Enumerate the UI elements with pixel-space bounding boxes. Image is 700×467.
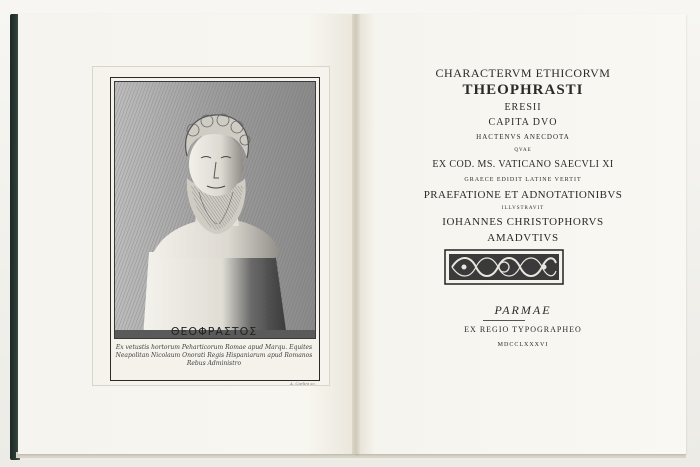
bust-engraving xyxy=(114,81,316,339)
title-author: THEOPHRASTI xyxy=(462,82,584,98)
printer-ornament xyxy=(444,249,564,285)
title-editor-last: AMADVTIVS xyxy=(487,232,559,244)
title-line-4: CAPITA DVO xyxy=(488,117,558,128)
title-line-1: CHARACTERVM ETHICORVM xyxy=(435,66,611,80)
imprint-rule xyxy=(483,320,525,321)
title-line-3: ERESII xyxy=(504,102,542,113)
imprint-year: MDCCLXXXVI xyxy=(497,342,549,348)
title-line-10: ILLVSTRAVIT xyxy=(501,206,545,211)
plate-caption: Ex vetustis hortorum Peharticorum Romae apud Marqu. Equites Neapolitan Nicolaum Onorati Regis Hispaniarum apud Romanos Rebus Administro xyxy=(115,344,313,367)
title-line-7: EX COD. MS. VATICANO SAECVLI XI xyxy=(432,159,614,170)
title-line-6: QVAE xyxy=(514,148,532,153)
engraver-signature: A. Carlini sc. xyxy=(289,381,316,386)
imprint-printer: EX REGIO TYPOGRAPHEO xyxy=(464,325,582,334)
book-gutter xyxy=(352,14,360,454)
title-line-5: HACTENVS ANECDOTA xyxy=(476,133,570,141)
title-line-8: GRAECE EDIDIT LATINE VERTIT xyxy=(464,177,582,183)
title-editor-first: IOHANNES CHRISTOPHORVS xyxy=(442,216,604,228)
title-line-9: PRAEFATIONE ET ADNOTATIONIBVS xyxy=(423,189,623,201)
imprint-place: PARMAE xyxy=(494,303,552,317)
bust-inscription: ΘΕΟΦΡΑΣΤΟΣ xyxy=(170,325,258,338)
